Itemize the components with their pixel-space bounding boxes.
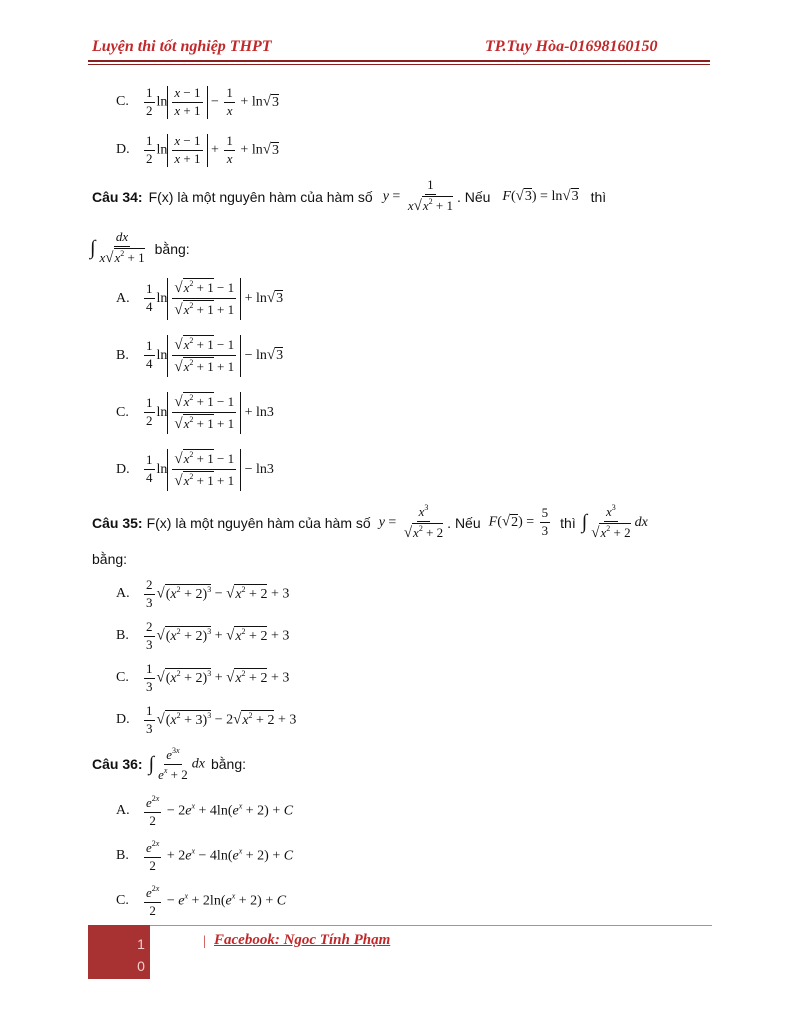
q35-condition: F(√2) = $\frac{5}{3}$	[488, 505, 549, 539]
footer-rule	[150, 925, 712, 926]
q34-option-c: C. $\frac{1}{2}$ ln $\frac{√x^2 + 1 - 1}{√x^2 + 1 + 1}$ + ln3	[116, 393, 274, 433]
q35-option-a: A. $\frac{2}{3}$ $√(x^2 + 2)^3 - √x^2 + 2 + 3$	[116, 577, 290, 610]
q34-option-a-formula: $\frac{1}{4}$ ln $\frac{√x^2 + 1 - 1}{√x^2 + 1 + 1}$ + ln√3	[146, 279, 284, 319]
q35-option-d: D. $\frac{1}{3}$ $√(x^2 + 3)^3 - 2√x^2 + 2 + 3$	[116, 703, 297, 736]
q35-option-c: C. $\frac{1}{3}$ $√(x^2 + 2)^3 + √x^2 + 2 + 3$	[116, 661, 290, 694]
facebook-link[interactable]: Facebook: Ngoc Tính Phạm	[214, 932, 391, 948]
q34-option-d-formula: $\frac{1}{4}$ ln $\frac{√x^2 + 1 - 1}{√x^2 + 1 + 1}$ − ln3	[146, 450, 274, 490]
q34-integral: ∫ $\frac{dx}{x√x^2 + 1}$	[90, 229, 145, 266]
q34-option-a: A. $\frac{1}{4}$ ln $\frac{√x^2 + 1 - 1}{√x^2 + 1 + 1}$ + ln√3	[116, 279, 284, 319]
question-35: Câu 35: F(x) là một nguyên hàm của hàm số y = $\frac{x^3}{√x^2 + 2}$ . Nếu F(√2) = $\frac{5}{3}$ thì ∫ $\frac{x^3}{√x^2 + 2}$ dx	[92, 503, 648, 541]
q35-option-c-formula: $\frac{1}{3}$ $√(x^2 + 2)^3 + √x^2 + 2 + 3$	[146, 661, 290, 694]
q35-option-d-formula: $\frac{1}{3}$ $√(x^2 + 3)^3 - 2√x^2 + 2 + 3$	[146, 703, 297, 736]
page-header	[92, 38, 712, 62]
q36-option-a-formula: $\frac{e^{2x}}{2}$ − $2e^x + 4\ln(e^x + 2) + C$	[146, 794, 294, 828]
q35-option-b-formula: $\frac{2}{3}$ $√(x^2 + 2)^3 + √x^2 + 2 + 3$	[146, 619, 290, 652]
question-35-label: Câu 35:	[92, 514, 143, 531]
question-36: Câu 36: ∫ $\frac{e^{3x}}{e^x + 2}$ dx bằng:	[92, 746, 247, 782]
question-36-label: Câu 36:	[92, 756, 143, 773]
q33-option-d: D. $\frac{1}{2}$ ln $\frac{x - 1}{x + 1}$ + $\frac{1}{x}$ + ln√3	[116, 133, 279, 166]
q34-option-b-formula: $\frac{1}{4}$ ln $\frac{√x^2 + 1 - 1}{√x^2 + 1 + 1}$ − ln√3	[146, 336, 284, 376]
q35-option-a-formula: $\frac{2}{3}$ $√(x^2 + 2)^3 - √x^2 + 2 + 3$	[146, 577, 290, 610]
q34-function: y = $\frac{1}{x√x^2 + 1}$	[382, 177, 453, 214]
question-34-integral: ∫ $\frac{dx}{x√x^2 + 1}$ bằng:	[90, 229, 190, 266]
q36-option-c: C. $\frac{e^{2x}}{2}$ − $e^x + 2\ln(e^x + 2) + C$	[116, 884, 287, 918]
q34-option-d: D. $\frac{1}{4}$ ln $\frac{√x^2 + 1 - 1}{√x^2 + 1 + 1}$ − ln3	[116, 450, 274, 490]
question-34-label: Câu 34:	[92, 188, 143, 205]
header-rule	[88, 60, 710, 62]
q35-option-b: B. $\frac{2}{3}$ $√(x^2 + 2)^3 + √x^2 + 2 + 3$	[116, 619, 290, 652]
q33-option-d-formula: $\frac{1}{2}$ ln $\frac{x - 1}{x + 1}$ + $\frac{1}{x}$ + ln√3	[146, 133, 279, 166]
q35-integral: ∫ $\frac{x^3}{√x^2 + 2}$ dx	[581, 503, 648, 541]
q36-option-c-formula: $\frac{e^{2x}}{2}$ − $e^x + 2\ln(e^x + 2) + C$	[146, 884, 287, 918]
page-number: 1 0	[137, 936, 145, 974]
q34-condition: F(√3) = ln√3	[502, 188, 579, 205]
footer-separator: |	[203, 934, 206, 949]
q36-option-b: B. $\frac{e^{2x}}{2}$ + $2e^x - 4\ln(e^x + 2) + C$	[116, 839, 294, 873]
q36-integral: ∫ $\frac{e^{3x}}{e^x + 2}$ dx	[148, 746, 205, 782]
q33-option-c-formula: $\frac{1}{2}$ ln $\frac{x - 1}{x + 1}$ − $\frac{1}{x}$ + ln√3	[146, 85, 279, 118]
q35-function: y = $\frac{x^3}{√x^2 + 2}$	[378, 503, 444, 541]
question-35-tail: bằng:	[92, 551, 128, 567]
q36-option-b-formula: $\frac{e^{2x}}{2}$ + $2e^x - 4\ln(e^x + 2) + C$	[146, 839, 294, 873]
header-contact: TP.Tuy Hòa-01698160150	[485, 38, 658, 55]
header-rule-thin	[88, 64, 710, 65]
question-34: Câu 34: F(x) là một nguyên hàm của hàm số y = $\frac{1}{x√x^2 + 1}$ . Nếu F(√3) = ln√3 thì	[92, 177, 607, 214]
q34-option-c-formula: $\frac{1}{2}$ ln $\frac{√x^2 + 1 - 1}{√x^2 + 1 + 1}$ + ln3	[146, 393, 274, 433]
q36-option-a: A. $\frac{e^{2x}}{2}$ − $2e^x + 4\ln(e^x + 2) + C$	[116, 794, 294, 828]
header-title: Luyện thi tốt nghiệp THPT	[92, 38, 272, 55]
q33-option-c: C. $\frac{1}{2}$ ln $\frac{x - 1}{x + 1}$ − $\frac{1}{x}$ + ln√3	[116, 85, 279, 118]
q34-option-b: B. $\frac{1}{4}$ ln $\frac{√x^2 + 1 - 1}{√x^2 + 1 + 1}$ − ln√3	[116, 336, 284, 376]
